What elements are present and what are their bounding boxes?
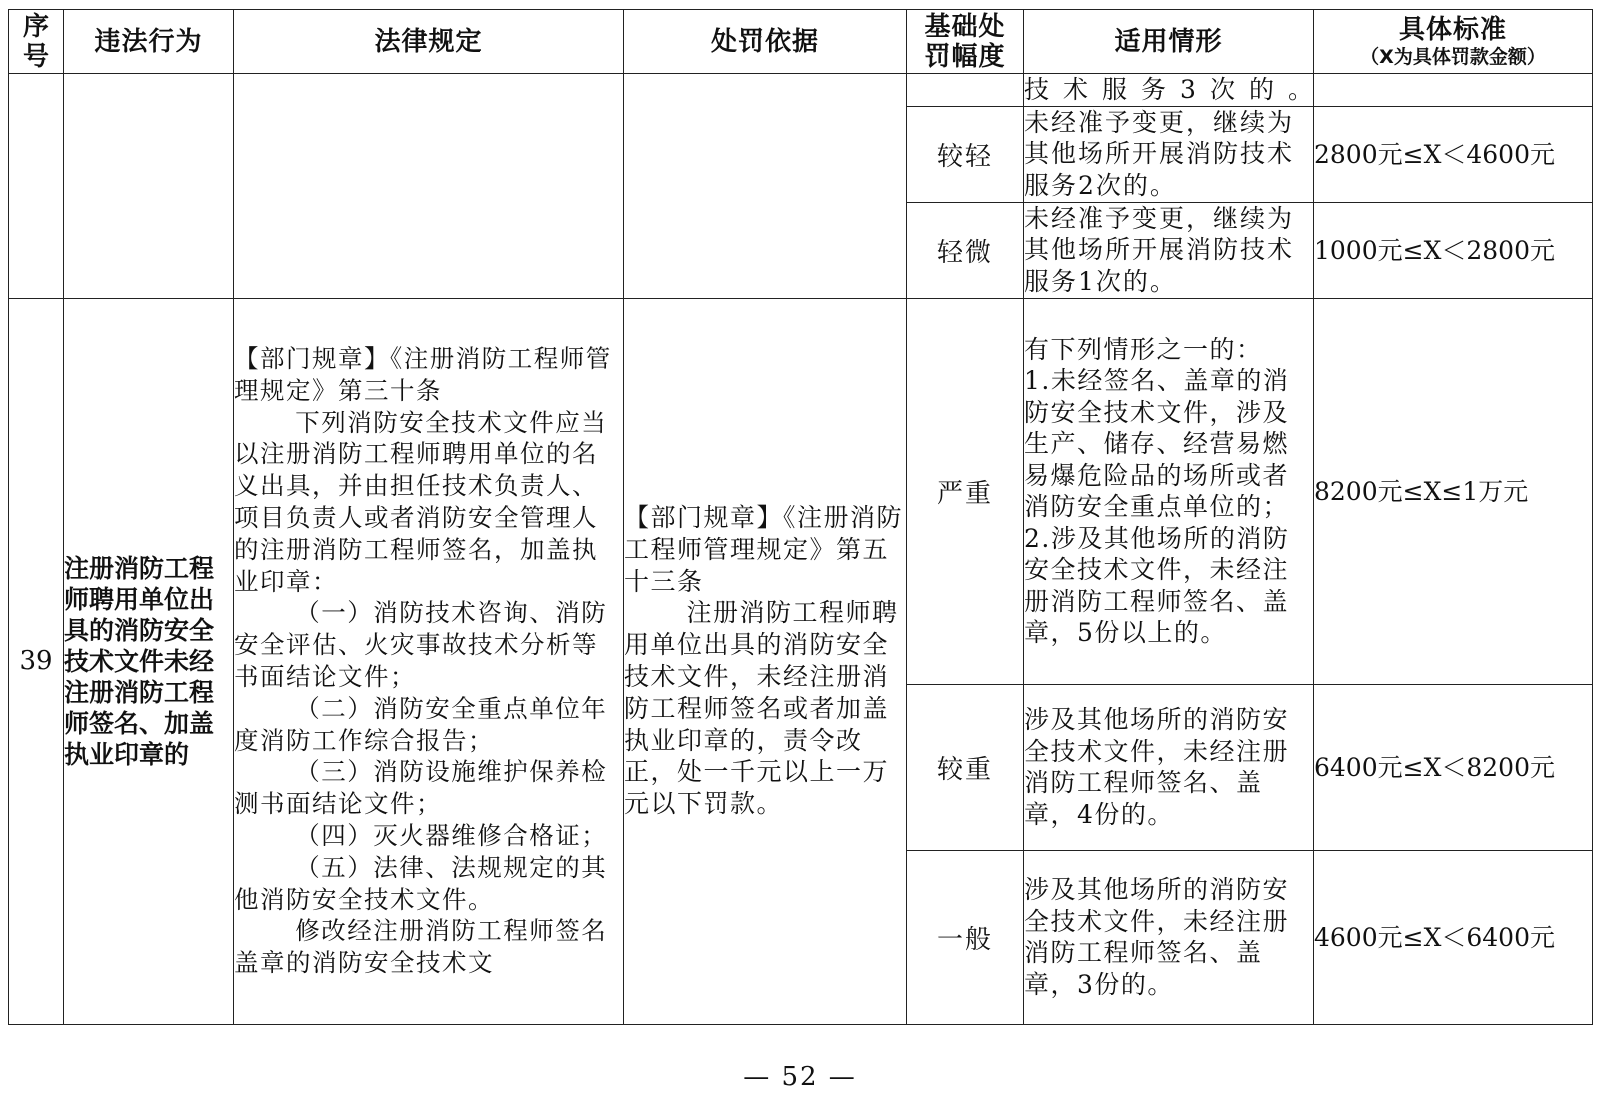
table-row — [9, 74, 1593, 107]
situation-cell — [1024, 850, 1314, 1024]
level-cell: 较轻 — [907, 106, 1024, 202]
situation-cell: 技术服务3次的。 — [1024, 75, 1313, 104]
level-cell: 轻微 — [907, 202, 1024, 298]
situation-line: 涉及其他场所的消防安全技术文件，未经注册消防工程师签名、盖章，3份的。 — [1024, 875, 1290, 999]
standard-cell: 6400元≤X＜8200元 — [1314, 684, 1593, 850]
situation-cell: 未经准予变更，继续为其他场所开展消防技术服务1次的。 — [1024, 202, 1314, 298]
standard-cell: 2800元≤X＜4600元 — [1314, 106, 1593, 202]
standard-cell — [1314, 74, 1593, 107]
law-clause: （一）消防技术咨询、消防安全评估、火灾事故技术分析等书面结论文件； — [234, 598, 608, 691]
act-cell — [64, 74, 234, 299]
penalty-basis — [624, 298, 907, 1024]
basis-cell — [624, 74, 907, 299]
header-seq: 序号 — [9, 10, 64, 74]
situation-cell — [1024, 684, 1314, 850]
penalty-standards-table — [8, 9, 1593, 1025]
basis-title: 【部门规章】《注册消防工程师管理规定》第五十三条 — [624, 503, 904, 596]
law-paragraph: 修改经注册消防工程师签名盖章的消防安全技术文 — [234, 916, 608, 978]
situation-line: 涉及其他场所的消防安全技术文件，未经注册消防工程师签名、盖章，4份的。 — [1024, 705, 1290, 829]
legal-provision — [234, 298, 624, 1024]
level-cell: 一般 — [907, 850, 1024, 1024]
header-law: 法律规定 — [234, 10, 624, 74]
header-situation: 适用情形 — [1024, 10, 1314, 74]
standard-cell: 1000元≤X＜2800元 — [1314, 202, 1593, 298]
header-standard-title: 具体标准 — [1398, 14, 1507, 45]
header-act: 违法行为 — [64, 10, 234, 74]
basis-paragraph: 注册消防工程师聘用单位出具的消防安全技术文件，未经注册消防工程师签名或者加盖执业印章的，责令改正，处一千元以上一万元以下罚款。 — [624, 598, 899, 819]
standard-cell: 4600元≤X＜6400元 — [1314, 850, 1593, 1024]
violation-act: 注册消防工程师聘用单位出具的消防安全技术文件未经注册消防工程师签名、加盖执业印章的 — [64, 298, 234, 1024]
page-number: — 52 — — [743, 1062, 857, 1092]
header-level: 基础处罚幅度 — [907, 10, 1024, 74]
law-title: 【部门规章】《注册消防工程师管理规定》第三十条 — [234, 344, 612, 405]
law-clause: （五）法律、法规规定的其他消防安全技术文件。 — [234, 852, 608, 914]
law-clause: （二）消防安全重点单位年度消防工作综合报告； — [234, 693, 608, 755]
level-cell: 较重 — [907, 684, 1024, 850]
header-standard — [1314, 10, 1593, 74]
header-row — [9, 10, 1593, 74]
level-cell: 严重 — [907, 298, 1024, 684]
situation-line: 1.未经签名、盖章的消防安全技术文件，涉及生产、储存、经营易燃易爆危险品的场所或者消防安全重点单位的； — [1024, 366, 1290, 521]
seq-cell — [9, 74, 64, 299]
table-row-39 — [9, 298, 1593, 684]
situation-cell: 未经准予变更，继续为其他场所开展消防技术服务2次的。 — [1024, 106, 1314, 202]
item-number: 39 — [9, 298, 64, 1024]
situation-line: 有下列情形之一的： — [1024, 334, 1263, 364]
standard-cell: 8200元≤X≤1万元 — [1314, 298, 1593, 684]
law-paragraph: 下列消防安全技术文件应当以注册消防工程师聘用单位的名义出具，并由担任技术负责人、项目负责人或者消防安全管理人的注册消防工程师签名，加盖执业印章： — [234, 407, 608, 596]
header-standard-note: （X为具体罚款金额） — [1360, 45, 1546, 68]
law-clause: （四）灭火器维修合格证； — [295, 820, 608, 850]
law-clause: （三）消防设施维护保养检测书面结论文件； — [234, 757, 608, 819]
situation-line: 2.涉及其他场所的消防安全技术文件，未经注册消防工程师签名、盖章，5份以上的。 — [1024, 523, 1290, 647]
law-cell — [234, 74, 624, 299]
header-basis: 处罚依据 — [624, 10, 907, 74]
situation-cell — [1024, 298, 1314, 684]
level-cell — [907, 74, 1024, 107]
